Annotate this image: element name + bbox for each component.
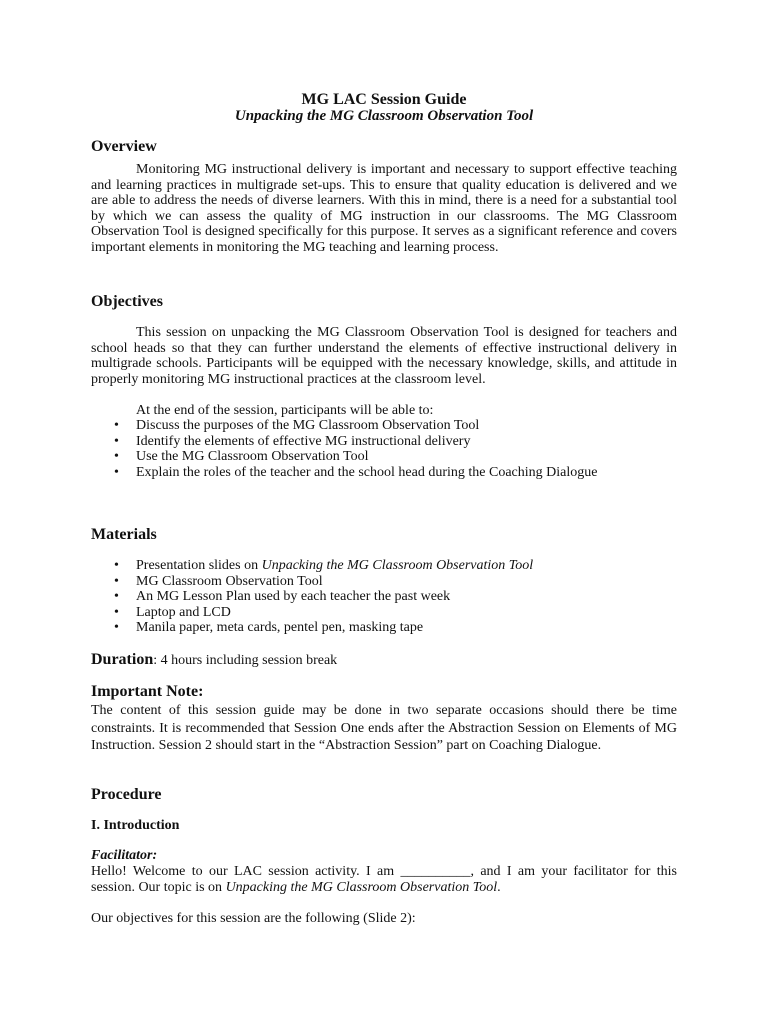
- list-item: [0, 465, 597, 481]
- important-note-heading: Important Note:: [91, 683, 204, 700]
- bullet-icon: •: [114, 589, 119, 605]
- list-item-text: Discuss the purposes of the MG Classroom Observation Tool: [136, 418, 480, 433]
- facilitator-label: Facilitator:: [91, 848, 158, 863]
- greeting-end: .: [497, 880, 501, 895]
- bullet-icon: •: [114, 449, 119, 465]
- materials-list: [0, 558, 533, 636]
- document-title: MG LAC Session Guide: [301, 91, 467, 108]
- bullet-icon: •: [114, 558, 119, 573]
- list-item-italic-title: Unpacking the MG Classroom Observation Tool: [261, 558, 534, 573]
- overview-heading: Overview: [91, 138, 157, 155]
- objectives-heading: Objectives: [91, 293, 163, 310]
- duration-line: [91, 651, 337, 670]
- list-item-text: MG Classroom Observation Tool: [136, 573, 323, 589]
- list-item: [0, 605, 533, 621]
- list-item: [0, 620, 533, 636]
- list-item-text: Identify the elements of effective MG instructional delivery: [136, 433, 471, 449]
- objectives-lead: At the end of the session, participants will be able to:: [136, 403, 434, 418]
- bullet-icon: •: [114, 604, 119, 620]
- objectives-slide-line: Our objectives for this session are the following (Slide 2):: [91, 911, 416, 926]
- objectives-list: [0, 418, 597, 480]
- facilitator-greeting: [91, 864, 677, 896]
- list-item-text: Manila paper, meta cards, pentel pen, masking tape: [136, 620, 424, 636]
- bullet-icon: •: [114, 464, 119, 480]
- list-item-text: Presentation slides on: [136, 558, 262, 573]
- overview-paragraph: Monitoring MG instructional delivery is important and necessary to support effective teaching and learning practices in multigrade set-ups. This to ensure that quality education is delivered and we are able to address the needs of diverse learners. With this in mind, there is a need for a substantial tool by which we can assess the quality of MG instruction in our classrooms. The MG Classroom Observation Tool is designed specifically for this purpose. It serves as a significant reference and covers important elements in monitoring the MG teaching and learning process.: [91, 162, 677, 255]
- duration-label: Duration: [91, 651, 154, 668]
- list-item-text: Explain the roles of the teacher and the school head during the Coaching Dialogue: [136, 464, 598, 480]
- list-item: [0, 434, 597, 450]
- list-item: [0, 418, 597, 434]
- list-item: [0, 589, 533, 605]
- important-note-paragraph: The content of this session guide may be done in two separate occasions should there be time constraints. It is recommended that Session One ends after the Abstraction Session on Elements of MG Instruction. Session 2 should start in the “Abstraction Session” part on Coaching Dialogue.: [91, 703, 677, 753]
- objectives-paragraph: This session on unpacking the MG Classroom Observation Tool is designed for teachers and school heads so that they can further understand the elements of effective instructional delivery in multigrade schools. Participants will be equipped with the necessary knowledge, skills, and attitude in properly monitoring MG instructional practices at the classroom level.: [91, 325, 677, 387]
- list-item: [0, 558, 533, 574]
- topic-title: Unpacking the MG Classroom Observation Tool: [225, 880, 498, 895]
- bullet-icon: •: [114, 418, 119, 433]
- section-introduction-heading: I. Introduction: [91, 818, 180, 833]
- document-subtitle: Unpacking the MG Classroom Observation Tool: [234, 108, 534, 124]
- bullet-icon: •: [114, 433, 119, 449]
- duration-value: : 4 hours including session break: [153, 653, 338, 668]
- greeting-text: Hello! Welcome to our LAC session activity. I am __________, and I am your facilitator for this session. Our topic is on: [91, 864, 677, 895]
- bullet-icon: •: [114, 620, 119, 636]
- list-item-text: Use the MG Classroom Observation Tool: [136, 449, 369, 465]
- bullet-icon: •: [114, 573, 119, 589]
- procedure-heading: Procedure: [91, 786, 162, 803]
- list-item: [0, 449, 597, 465]
- list-item-text: An MG Lesson Plan used by each teacher the past week: [136, 589, 451, 605]
- materials-heading: Materials: [91, 526, 157, 543]
- list-item: [0, 574, 533, 590]
- list-item-text: Laptop and LCD: [136, 604, 231, 620]
